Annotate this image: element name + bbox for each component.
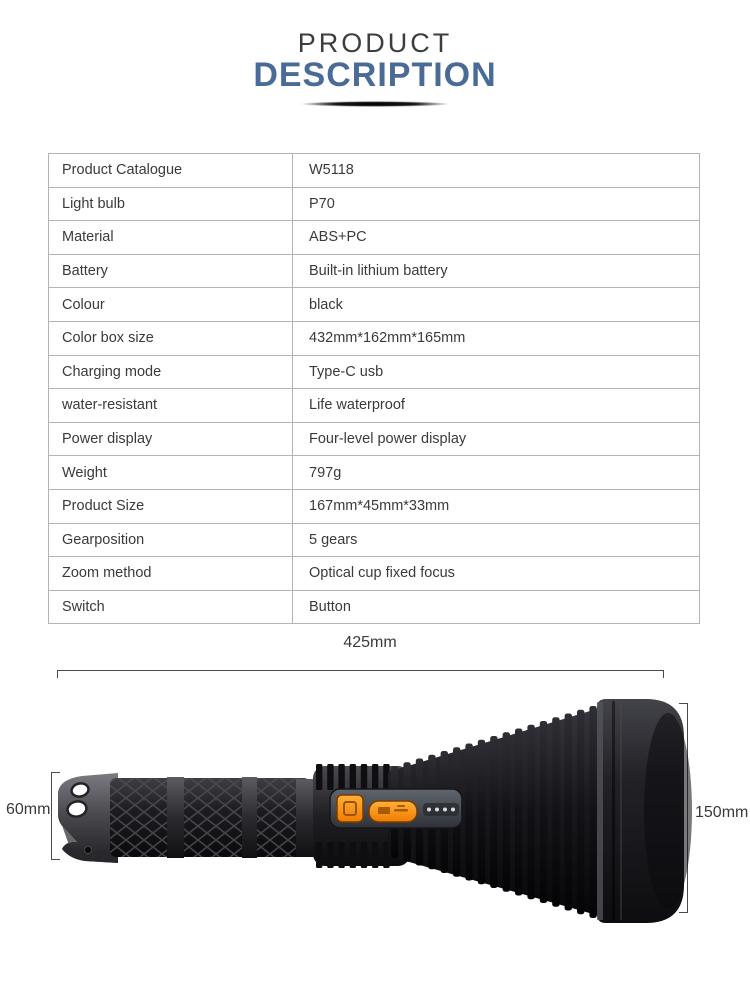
spec-label-cell: Color box size xyxy=(49,321,293,355)
power-button xyxy=(337,795,363,822)
flashlight-bezel xyxy=(597,699,692,923)
spec-value-cell: P70 xyxy=(293,187,700,221)
spec-value-cell: Built-in lithium battery xyxy=(293,254,700,288)
usb-port-cover xyxy=(369,801,417,822)
spec-value-cell: Type-C usb xyxy=(293,355,700,389)
flashlight-control-panel xyxy=(330,789,462,828)
spec-value-cell: 5 gears xyxy=(293,523,700,557)
bezel-groove xyxy=(612,701,615,921)
spec-value-cell: 797g xyxy=(293,456,700,490)
bezel-groove xyxy=(620,702,622,920)
spec-value-cell: ABS+PC xyxy=(293,221,700,255)
grip-ring xyxy=(167,777,184,858)
grip-ring xyxy=(242,777,257,858)
spec-row xyxy=(49,456,700,490)
spec-row xyxy=(49,590,700,624)
flashlight-image xyxy=(0,630,750,1001)
spec-label-cell: water-resistant xyxy=(49,389,293,423)
spec-row xyxy=(49,288,700,322)
spec-label-cell: Gearposition xyxy=(49,523,293,557)
spec-row xyxy=(49,489,700,523)
dimension-tail-diameter-label: 60mm xyxy=(6,801,51,818)
spec-row xyxy=(49,187,700,221)
spec-value-cell: 167mm*45mm*33mm xyxy=(293,489,700,523)
bezel-rim-highlight xyxy=(597,702,603,920)
dimension-head-diameter-label: 150mm xyxy=(695,804,749,821)
flashlight-tailcap xyxy=(58,773,118,863)
title-underline-swoosh xyxy=(299,101,451,107)
spec-label-cell: Product Size xyxy=(49,489,293,523)
spec-label-cell: Weight xyxy=(49,456,293,490)
spec-label-cell: Switch xyxy=(49,590,293,624)
spec-value-cell: 432mm*162mm*165mm xyxy=(293,321,700,355)
spec-row xyxy=(49,254,700,288)
spec-row xyxy=(49,154,700,188)
spec-label-cell: Product Catalogue xyxy=(49,154,293,188)
spec-label-cell: Power display xyxy=(49,422,293,456)
spec-row xyxy=(49,557,700,591)
spec-label-cell: Material xyxy=(49,221,293,255)
page-subtitle: DESCRIPTION xyxy=(253,56,497,94)
flashlight-grip xyxy=(110,777,320,858)
spec-row xyxy=(49,221,700,255)
spec-row xyxy=(49,355,700,389)
page-header xyxy=(0,0,750,107)
bezel-shading xyxy=(644,713,692,909)
page-title: PRODUCT xyxy=(297,28,453,58)
spec-row xyxy=(49,422,700,456)
spec-table xyxy=(48,153,700,624)
spec-value-cell: Button xyxy=(293,590,700,624)
spec-label-cell: Zoom method xyxy=(49,557,293,591)
spec-value-cell: Life waterproof xyxy=(293,389,700,423)
spec-value-cell: black xyxy=(293,288,700,322)
spec-label-cell: Charging mode xyxy=(49,355,293,389)
spec-value-cell: Optical cup fixed focus xyxy=(293,557,700,591)
spec-label-cell: Battery xyxy=(49,254,293,288)
tail-screw xyxy=(85,847,92,854)
spec-row xyxy=(49,389,700,423)
spec-value-cell: W5118 xyxy=(293,154,700,188)
dimension-length-label: 425mm xyxy=(343,634,397,651)
spec-value-cell: Four-level power display xyxy=(293,422,700,456)
spec-label-cell: Colour xyxy=(49,288,293,322)
spec-label-cell: Light bulb xyxy=(49,187,293,221)
spec-row xyxy=(49,321,700,355)
spec-row xyxy=(49,523,700,557)
